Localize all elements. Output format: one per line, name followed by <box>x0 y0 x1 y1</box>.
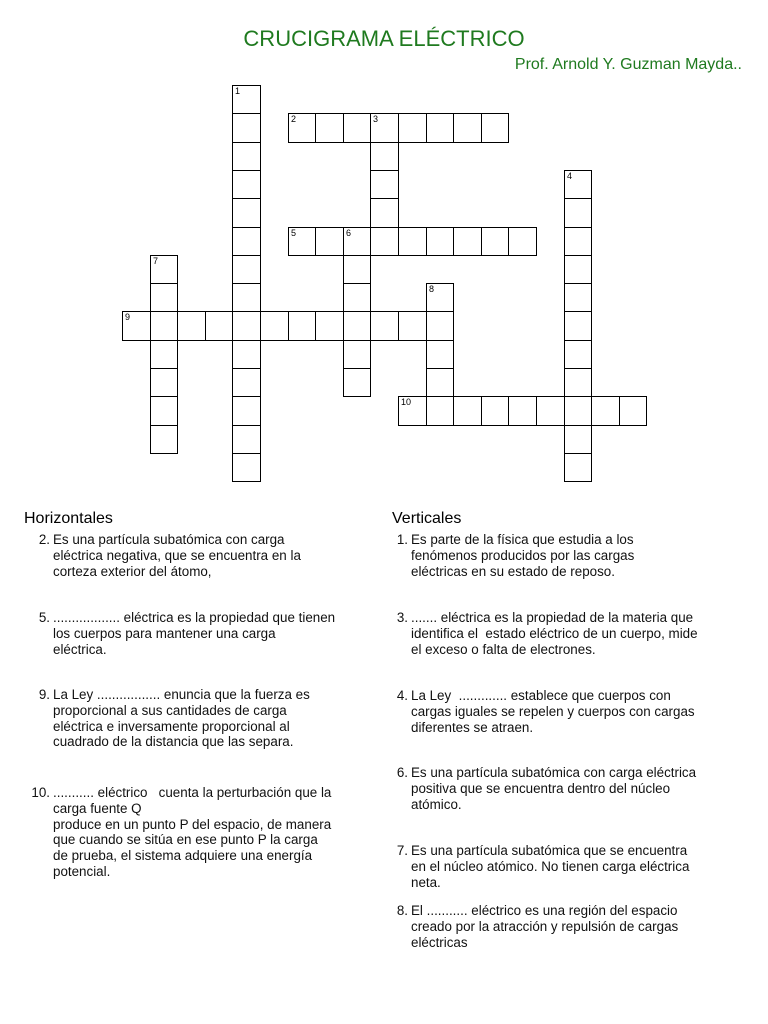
crossword-cell <box>564 170 592 199</box>
crossword-cell <box>398 396 427 426</box>
clue-text: ........... eléctrico cuenta la perturbación que la carga fuente Q produce en un punto P del espacio, de manera que cuando se sitúa en ese punto P la carga de prueba, el sistema adquiere una energía potencial. <box>53 785 332 879</box>
cell-clue-number: 7 <box>153 256 159 266</box>
crossword-cell <box>426 227 454 256</box>
crossword-cell <box>481 113 509 143</box>
crossword-cell <box>343 311 371 341</box>
crossword-cell <box>398 227 427 256</box>
clue-number: 4. <box>396 688 408 703</box>
cell-clue-number: 2 <box>291 114 297 124</box>
cell-clue-number: 3 <box>373 114 379 124</box>
cell-clue-number: 10 <box>401 397 412 407</box>
clue-number: 7. <box>396 843 408 858</box>
crossword-cell <box>150 283 178 312</box>
verticales-heading: Verticales <box>392 510 462 527</box>
crossword-cell <box>591 396 620 426</box>
clue-vertical-4 <box>378 688 748 735</box>
cell-clue-number: 6 <box>346 228 352 238</box>
crossword-cell <box>315 311 344 341</box>
crossword-cell <box>343 227 371 256</box>
crossword-cell <box>426 113 454 143</box>
crossword-cell <box>564 368 592 397</box>
crossword-cell <box>343 368 371 397</box>
crossword-cell <box>232 368 261 397</box>
crossword-cell <box>453 113 482 143</box>
cell-clue-number: 4 <box>567 171 573 181</box>
clue-horizontal-9 <box>20 687 390 750</box>
crossword-cell <box>232 283 261 312</box>
crossword-cell <box>453 227 482 256</box>
clue-number: 9. <box>38 687 50 702</box>
clue-number: 10. <box>31 785 50 800</box>
clue-vertical-1 <box>378 532 748 579</box>
clue-text: .................. eléctrica es la propiedad que tienen los cuerpos para mantener una carga eléctrica. <box>53 610 336 657</box>
crossword-cell <box>370 170 399 199</box>
crossword-cell <box>370 227 399 256</box>
crossword-cell <box>564 396 592 426</box>
crossword-cell <box>370 198 399 228</box>
crossword-cell <box>343 340 371 369</box>
crossword-cell <box>564 340 592 369</box>
crossword-cell <box>343 113 371 143</box>
clue-vertical-6 <box>378 765 748 812</box>
author-line: Prof. Arnold Y. Guzman Mayda.. <box>514 56 742 73</box>
crossword-cell <box>205 311 233 341</box>
crossword-cell <box>370 113 399 143</box>
crossword-cell <box>481 396 509 426</box>
cell-clue-number: 5 <box>291 228 297 238</box>
clue-text: Es una partícula subatómica con carga eléctrica negativa, que se encuentra en la corteza exterior del átomo, <box>53 532 301 579</box>
crossword-cell <box>260 311 289 341</box>
crossword-cell <box>150 311 178 341</box>
clue-horizontal-10 <box>20 785 390 880</box>
crossword-cell <box>122 311 151 341</box>
cell-clue-number: 9 <box>125 312 131 322</box>
crossword-cell <box>564 255 592 284</box>
clue-text: La Ley ............. establece que cuerpos con cargas iguales se repelen y cuerpos con cargas diferentes se atraen. <box>411 688 695 735</box>
clue-text: ....... eléctrica es la propiedad de la materia que identifica el estado eléctrico de un cuerpo, mide el exceso o falta de electrones. <box>411 610 698 657</box>
crossword-cell <box>619 396 647 426</box>
clue-number: 1. <box>396 532 408 547</box>
crossword-cell <box>426 340 454 369</box>
crossword-cell <box>232 85 261 114</box>
crossword-cell <box>288 227 316 256</box>
crossword-cell <box>481 227 509 256</box>
crossword-cell <box>150 425 178 454</box>
clue-number: 3. <box>396 610 408 625</box>
crossword-cell <box>150 396 178 426</box>
crossword-cell <box>343 255 371 284</box>
horizontales-heading: Horizontales <box>24 510 113 527</box>
clue-number: 8. <box>396 903 408 918</box>
crossword-cell <box>232 113 261 143</box>
crossword-cell <box>288 113 316 143</box>
cell-clue-number: 8 <box>429 284 435 294</box>
clue-number: 5. <box>38 610 50 625</box>
crossword-cell <box>343 283 371 312</box>
crossword-cell <box>288 311 316 341</box>
crossword-cell <box>426 368 454 397</box>
crossword-cell <box>564 283 592 312</box>
crossword-cell <box>398 311 427 341</box>
crossword-cell <box>232 142 261 171</box>
crossword-cell <box>564 198 592 228</box>
crossword-cell <box>398 113 427 143</box>
crossword-cell <box>564 425 592 454</box>
crossword-cell <box>232 227 261 256</box>
crossword-cell <box>177 311 206 341</box>
crossword-cell <box>370 311 399 341</box>
crossword-cell <box>232 453 261 482</box>
crossword-cell <box>564 227 592 256</box>
crossword-cell <box>426 396 454 426</box>
crossword-cell <box>564 311 592 341</box>
clue-horizontal-2 <box>20 532 390 579</box>
cell-clue-number: 1 <box>235 86 241 96</box>
page-title: CRUCIGRAMA ELÉCTRICO <box>243 26 525 51</box>
clue-text: El ........... eléctrico es una región del espacio creado por la atracción y repulsión de cargas eléctricas <box>411 903 679 950</box>
crossword-cell <box>508 396 537 426</box>
clue-vertical-7 <box>378 843 748 890</box>
clue-vertical-3 <box>378 610 748 657</box>
crossword-cell <box>232 425 261 454</box>
crossword-grid <box>0 0 768 500</box>
crossword-cell <box>426 311 454 341</box>
crossword-cell <box>150 340 178 369</box>
crossword-cell <box>315 227 344 256</box>
crossword-cell <box>232 396 261 426</box>
crossword-cell <box>315 113 344 143</box>
clue-text: Es una partícula subatómica que se encuentra en el núcleo atómico. No tienen carga eléctrica neta. <box>411 843 690 890</box>
crossword-cell <box>426 283 454 312</box>
crossword-cell <box>453 396 482 426</box>
clue-text: La Ley ................. enuncia que la fuerza es proporcional a sus cantidades de carga eléctrica e inversamente proporcional al cuadrado de la distancia que las separa. <box>53 687 310 750</box>
crossword-cell <box>232 170 261 199</box>
clue-text: Es parte de la física que estudia a los fenómenos producidos por las cargas eléctricas en su estado de reposo. <box>411 532 635 579</box>
clue-text: Es una partícula subatómica con carga eléctrica positiva que se encuentra dentro del núcleo atómico. <box>411 765 697 812</box>
crossword-cell <box>536 396 565 426</box>
crossword-cell <box>232 311 261 341</box>
clue-number: 2. <box>38 532 50 547</box>
crossword-cell <box>564 453 592 482</box>
crossword-cell <box>508 227 537 256</box>
crossword-cell <box>150 255 178 284</box>
clue-vertical-8 <box>378 903 748 950</box>
crossword-cell <box>232 340 261 369</box>
crossword-cell <box>370 142 399 171</box>
clue-number: 6. <box>396 765 408 780</box>
crossword-cell <box>232 255 261 284</box>
crossword-cell <box>150 368 178 397</box>
clue-horizontal-5 <box>20 610 390 657</box>
crossword-cell <box>232 198 261 228</box>
